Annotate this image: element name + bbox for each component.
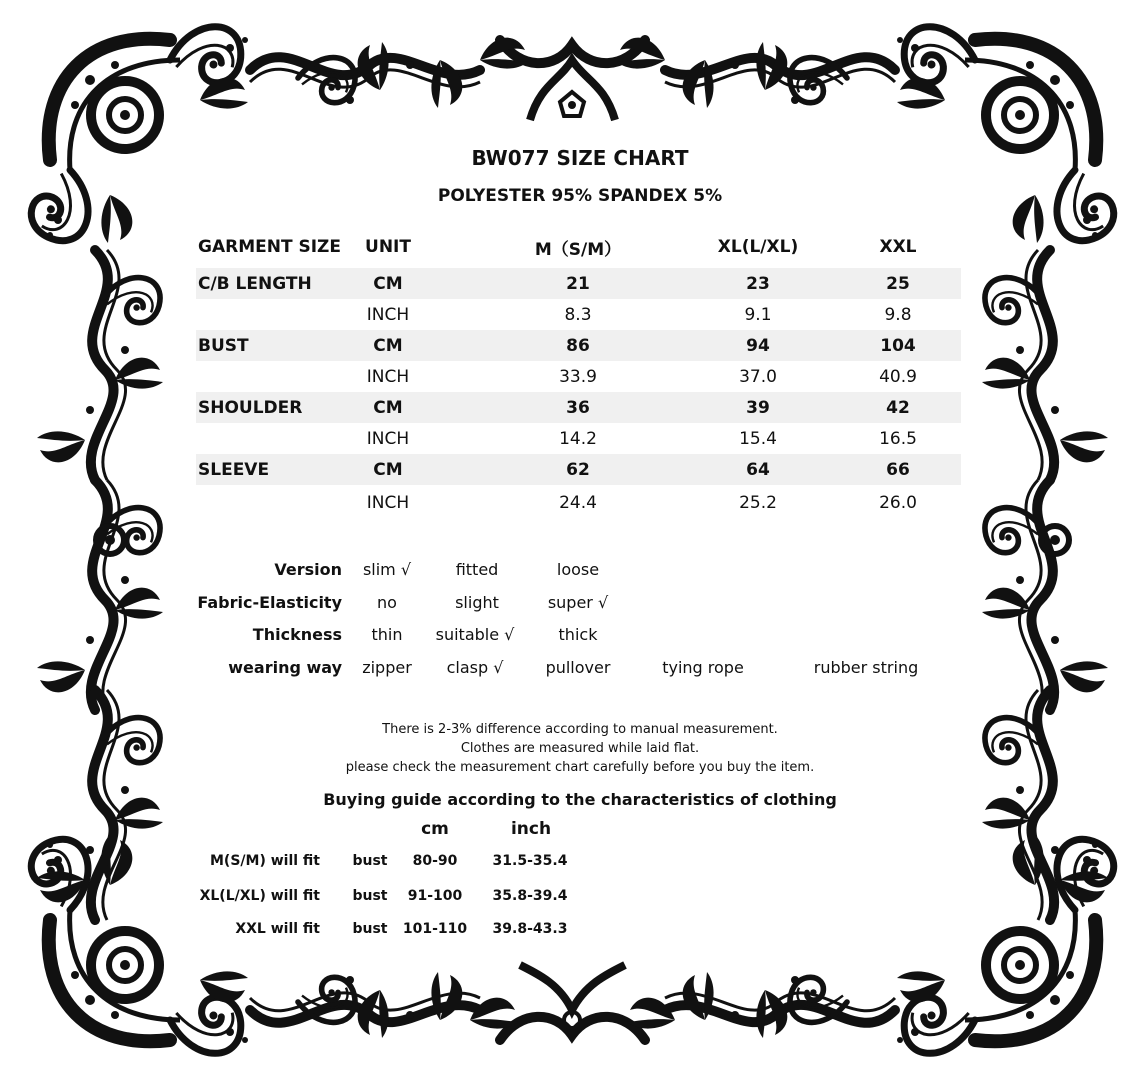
row-value-xl: 94 <box>746 335 770 356</box>
attr-option: thin <box>371 625 403 644</box>
table-row <box>196 299 961 330</box>
guide-row-label: XXL will fit <box>235 921 320 937</box>
attr-option: slim √ <box>362 560 412 579</box>
attr-option: rubber string <box>813 658 919 677</box>
guide-row-cm: 91-100 <box>407 888 463 904</box>
guide-row-inch: 35.8-39.4 <box>492 888 568 904</box>
attr-label-version: Version <box>274 560 342 579</box>
header-size-m: M（S/M） <box>534 239 622 260</box>
attr-label-elasticity: Fabric-Elasticity <box>197 593 342 612</box>
row-value-xxl: 16.5 <box>879 428 917 449</box>
attr-label-thickness: Thickness <box>252 625 342 644</box>
row-value-xxl: 42 <box>886 397 910 418</box>
guide-row-label: XL(L/XL) will fit <box>199 888 320 904</box>
row-value-xxl: 40.9 <box>879 366 917 387</box>
attr-option: clasp √ <box>446 658 504 677</box>
row-value-xl: 23 <box>746 273 770 294</box>
row-value-m: 8.3 <box>564 304 592 325</box>
row-value-m: 62 <box>566 459 590 480</box>
header-garment-size: GARMENT SIZE <box>198 237 341 257</box>
row-label: BUST <box>198 335 249 356</box>
row-value-m: 24.4 <box>559 493 597 513</box>
guide-row-part: bust <box>352 888 388 904</box>
row-label: SLEEVE <box>198 459 270 480</box>
table-row <box>196 392 961 423</box>
row-value-m: 21 <box>566 273 590 294</box>
attr-option: loose <box>556 560 600 579</box>
row-unit: CM <box>373 273 403 294</box>
guide-row-part: bust <box>352 853 388 869</box>
row-value-xxl: 104 <box>880 335 916 356</box>
guide-row-part: bust <box>352 921 388 937</box>
row-label: SHOULDER <box>198 397 303 418</box>
note-line: please check the measurement chart carefully before you buy the item. <box>345 760 815 775</box>
guide-row-cm: 101-110 <box>402 921 468 937</box>
row-unit: CM <box>373 397 403 418</box>
row-value-xl: 39 <box>746 397 770 418</box>
table-row <box>196 361 961 392</box>
attr-option: pullover <box>545 658 611 677</box>
row-value-xl: 9.1 <box>744 304 772 325</box>
row-value-m: 86 <box>566 335 590 356</box>
attr-option: super √ <box>547 593 609 612</box>
row-value-xl: 25.2 <box>739 493 777 513</box>
row-value-xl: 64 <box>746 459 770 480</box>
table-row <box>196 485 961 521</box>
header-size-xl: XL(L/XL) <box>717 237 799 257</box>
table-row <box>196 330 961 361</box>
attr-option: zipper <box>362 658 412 677</box>
row-unit: INCH <box>366 493 410 513</box>
table-header-row <box>196 226 961 268</box>
row-value-xl: 15.4 <box>739 428 777 449</box>
note-line: There is 2-3% difference according to manual measurement. <box>382 722 778 737</box>
header-size-xxl: XXL <box>879 237 917 257</box>
attr-option: slight <box>455 593 499 612</box>
page-title: BW077 SIZE CHART <box>471 146 689 170</box>
attr-option: thick <box>558 625 598 644</box>
row-label: C/B LENGTH <box>198 273 312 294</box>
row-value-m: 14.2 <box>559 428 597 449</box>
guide-header-cm: cm <box>421 819 449 839</box>
attr-option: no <box>377 593 397 612</box>
row-unit: INCH <box>366 428 410 449</box>
buying-guide-title: Buying guide according to the characteristics of clothing <box>323 790 837 809</box>
row-value-xl: 37.0 <box>739 366 777 387</box>
row-value-m: 33.9 <box>559 366 597 387</box>
size-table <box>196 226 961 521</box>
attr-option: fitted <box>455 560 499 579</box>
row-unit: INCH <box>366 304 410 325</box>
material-subtitle: POLYESTER 95% SPANDEX 5% <box>437 186 723 206</box>
header-unit: UNIT <box>365 237 411 257</box>
attr-option: tying rope <box>662 658 744 677</box>
table-row <box>196 268 961 299</box>
row-value-xxl: 26.0 <box>879 493 917 513</box>
note-line: Clothes are measured while laid flat. <box>460 741 700 756</box>
row-unit: CM <box>373 335 403 356</box>
guide-header-inch: inch <box>510 819 552 839</box>
row-unit: CM <box>373 459 403 480</box>
guide-row-cm: 80-90 <box>412 853 458 869</box>
row-value-xxl: 25 <box>886 273 910 294</box>
guide-row-inch: 39.8-43.3 <box>492 921 568 937</box>
row-value-xxl: 66 <box>886 459 910 480</box>
table-row <box>196 423 961 454</box>
attr-label-wearing-way: wearing way <box>228 658 342 677</box>
row-value-xxl: 9.8 <box>884 304 912 325</box>
table-row <box>196 454 961 485</box>
guide-row-label: M(S/M) will fit <box>209 853 320 869</box>
guide-row-inch: 31.5-35.4 <box>492 853 568 869</box>
row-value-m: 36 <box>566 397 590 418</box>
attr-option: suitable √ <box>435 625 515 644</box>
row-unit: INCH <box>366 366 410 387</box>
